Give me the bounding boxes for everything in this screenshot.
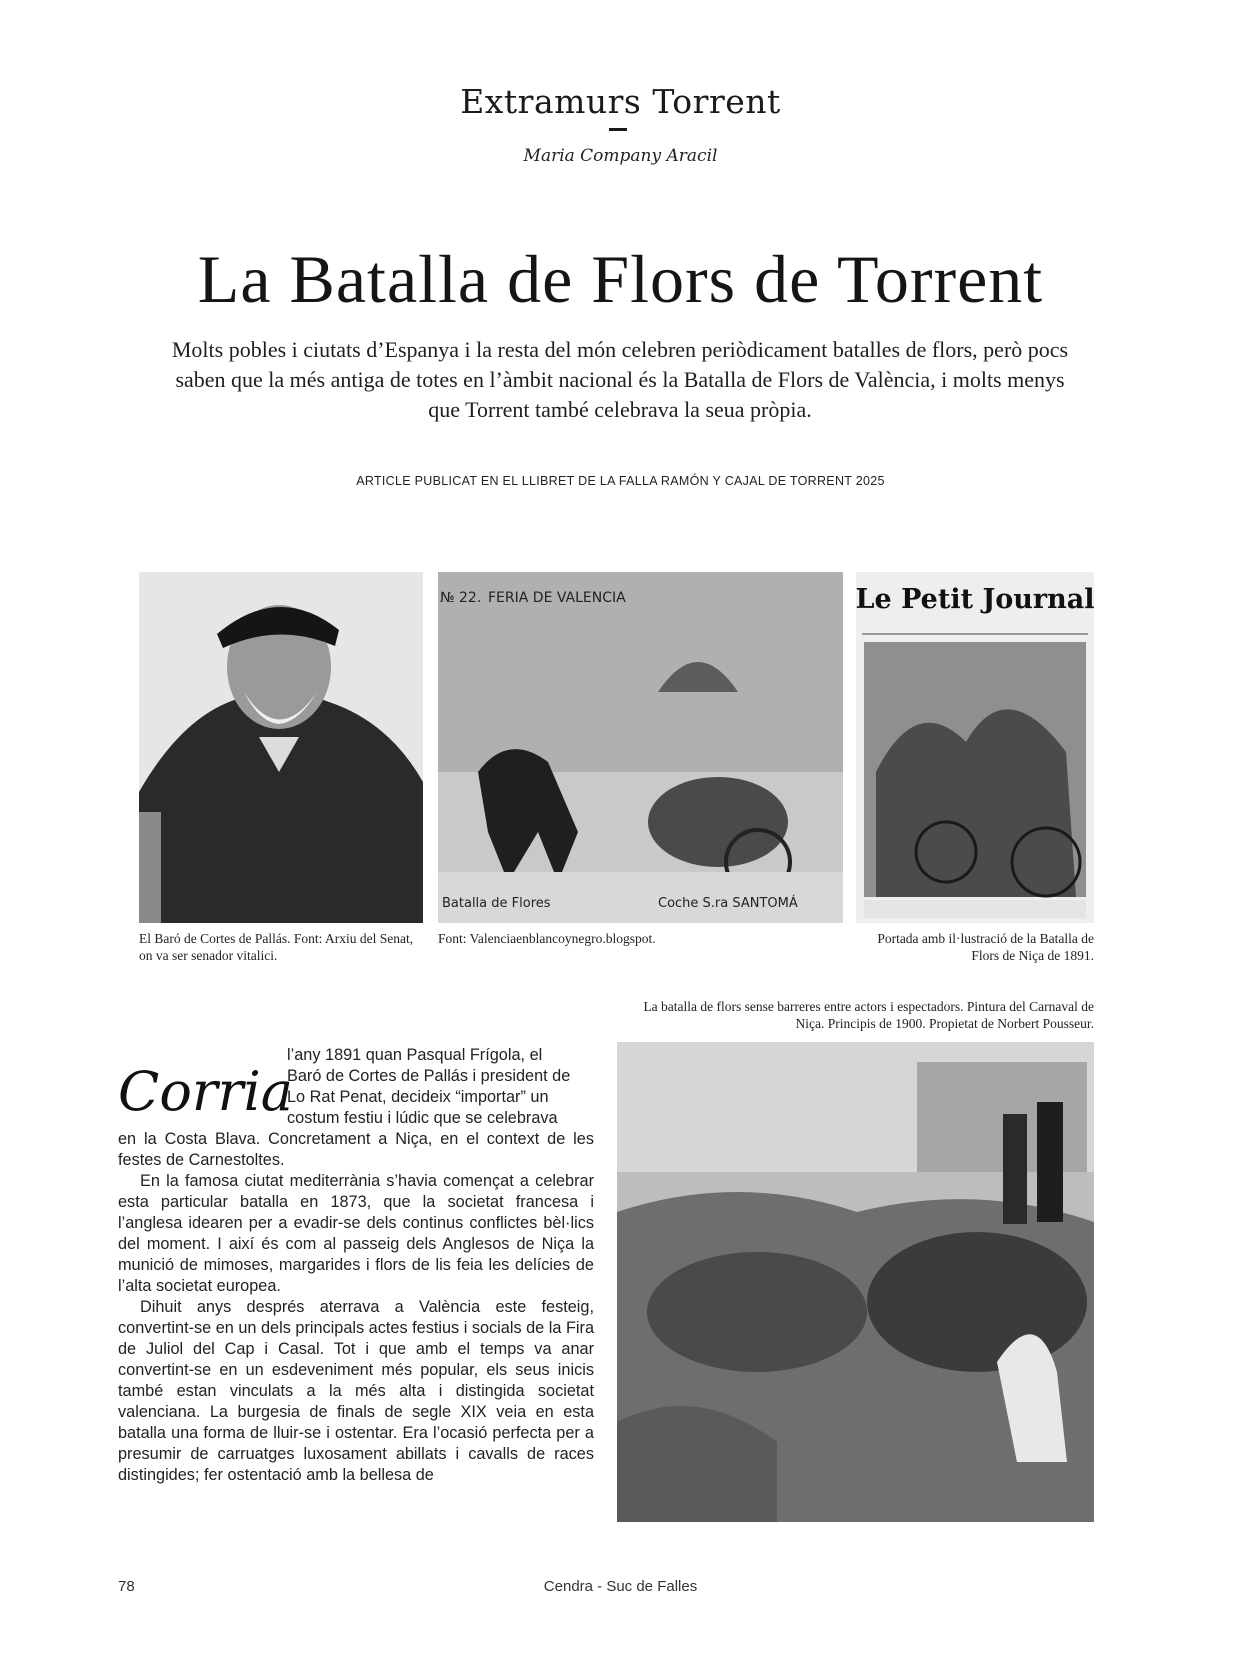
title-divider: [609, 128, 627, 131]
journal-masthead: Le Petit Journal: [856, 584, 1094, 615]
postcard-photo: [438, 572, 843, 923]
paragraph-2: En la famosa ciutat mediterrània s’havia començat a celebrar esta particular batalla en 1873, que la societat francesa i l’anglesa idearen per a evadir-se dels continus conflictes bèl·lics del moment. I així és com al passeig dels Anglesos de Niça la munició de mimoses, margarides i flors de lis feia les delícies de l’alta societat europea.: [118, 1172, 594, 1295]
paragraph-3: Dihuit anys després aterrava a València este festeig, convertint-se en un dels principals actes festius i socials de la Fira de Juliol del Cap i Casal. Tot i que amb el temps va anar convertint-se en un esdeveniment més popular, els seus inicis també estan vinculats a la més alta i distingida societat valenciana. La burgesia de finals de segle XIX veia en esta batalla una forma de lluir-se i ostentar. Era l’ocasió perfecta per a presumir de carruatges luxosament abillats i cavalls de races distingides; fer ostentació amb la bellesa de: [118, 1298, 594, 1484]
painting-caption: La batalla de flors sense barreres entre actors i espectadors. Pintura del Carnaval de Niça. Principis de 1900. Propietat de Norbert Pousseur.: [643, 999, 1094, 1031]
portrait-photo: [139, 572, 423, 923]
postcard-bottom-left-text: Batalla de Flores: [442, 896, 551, 911]
intro-line: Lo Rat Penat, decideix “importar” un: [287, 1088, 549, 1106]
article-headline: La Batalla de Flors de Torrent: [197, 241, 1044, 317]
published-note: ARTICLE PUBLICAT EN EL LLIBRET DE LA FALLA RAMÓN Y CAJAL DE TORRENT 2025: [356, 474, 885, 488]
publication-name: Cendra - Suc de Falles: [543, 1578, 698, 1595]
intro-line: l’any 1891 quan Pasqual Frígola, el: [287, 1046, 543, 1064]
portrait-caption: El Baró de Cortes de Pallás. Font: Arxiu del Senat, on va ser senador vitalici.: [139, 931, 414, 963]
postcard-number: № 22.: [440, 590, 482, 606]
paragraph-1: en la Costa Blava. Concretament a Niça, en el context de les festes de Carnestoltes.: [118, 1130, 594, 1169]
postcard-caption: Font: Valenciaenblancoynegro.blogspot.: [438, 931, 656, 946]
postcard-top-text: FERIA DE VALENCIA: [488, 590, 626, 606]
intro-line: costum festiu i lúdic que se celebrava: [287, 1109, 558, 1127]
intro-line: Baró de Cortes de Pallás i president de: [287, 1067, 571, 1085]
painting-photo: [617, 1042, 1094, 1522]
article-body: [118, 1129, 594, 1486]
article-lede: Molts pobles i ciutats d’Espanya i la resta del món celebren periòdicament batalles de flors, però pocs saben que la més antiga de totes en l’àmbit nacional és la Batalla de Flors de València, i molts menys que Torrent també celebrava la seua pròpia.: [171, 337, 1069, 422]
section-title: Extramurs Torrent: [460, 82, 781, 121]
journal-caption: Portada amb il·lustració de la Batalla de Flors de Niça de 1891.: [877, 931, 1094, 963]
postcard-bottom-right-text: Coche S.ra SANTOMÁ: [658, 896, 798, 911]
intro-lines: [287, 1045, 594, 1129]
drop-cap-word: Corria: [118, 1060, 293, 1123]
page-number: 78: [118, 1578, 135, 1595]
author-name: Maria Company Aracil: [523, 146, 718, 166]
journal-photo: [856, 572, 1094, 923]
